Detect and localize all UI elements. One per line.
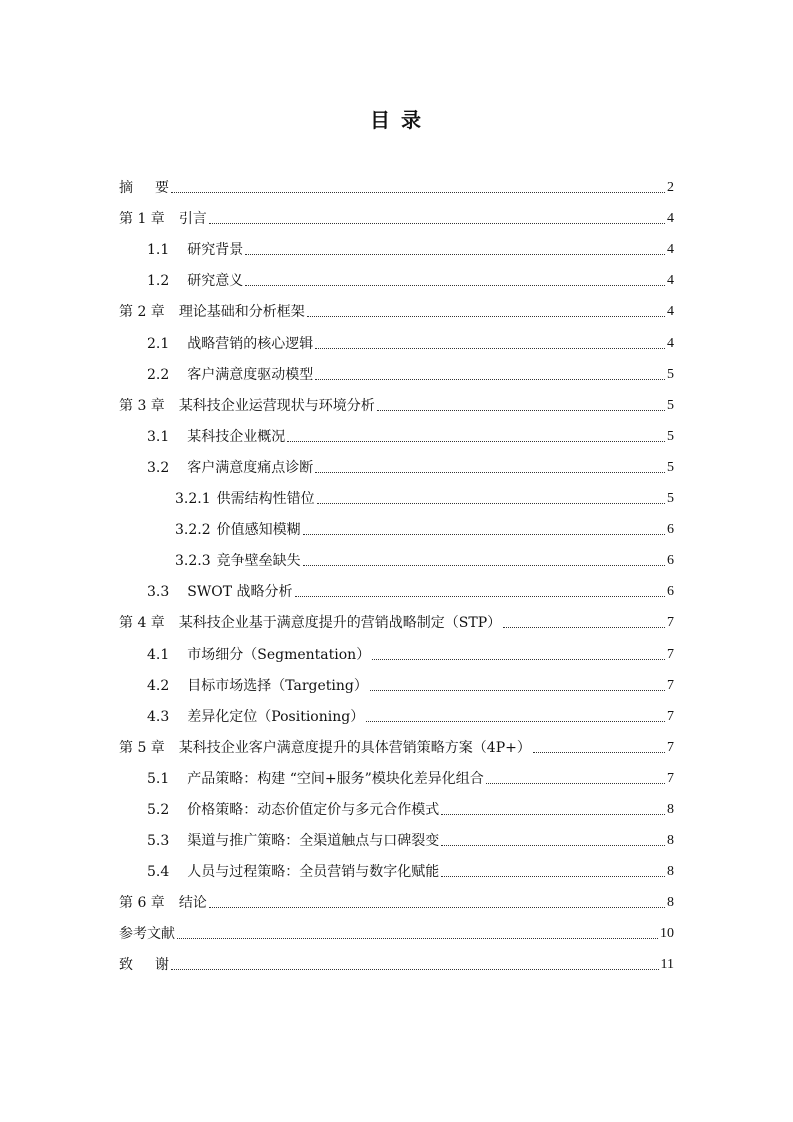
toc-entry-title: 某科技企业运营现状与环境分析 [178, 397, 375, 414]
toc-entry-number: 2.1 [147, 335, 170, 352]
toc-entry-number: 第 3 章 [119, 397, 165, 414]
toc-entry[interactable] [119, 508, 674, 539]
toc-entry-title: 价格策略：动态价值定价与多元合作模式 [187, 801, 440, 818]
toc-entry-number: 3.2.3 [175, 553, 211, 570]
dot-leader [303, 565, 665, 566]
toc-entry-title: 某科技企业基于满意度提升的营销战略制定（STP） [178, 615, 502, 632]
dot-leader [209, 907, 665, 908]
dot-leader [171, 192, 665, 193]
dot-leader [315, 348, 665, 349]
toc-entry[interactable] [119, 321, 674, 352]
toc-entry-title: 目标市场选择（Targeting） [187, 677, 368, 694]
dot-leader [303, 534, 665, 535]
toc-entry[interactable] [119, 228, 674, 259]
toc-entry-title: 差异化定位（Positioning） [187, 708, 365, 725]
toc-entry-title: 研究意义 [187, 273, 244, 290]
dot-leader [377, 410, 665, 411]
toc-entry[interactable] [119, 259, 674, 290]
toc-entry-page: 6 [667, 553, 674, 569]
dot-leader [441, 814, 665, 815]
toc-entry[interactable] [119, 726, 674, 757]
toc-entry-title: 价值感知模糊 [216, 522, 301, 539]
toc-entry[interactable] [119, 912, 674, 943]
dot-leader [441, 845, 665, 846]
toc-entry[interactable] [119, 539, 674, 570]
dot-leader [366, 721, 665, 722]
toc-entry-page: 5 [667, 459, 674, 475]
toc-entry-title: 参考文献 [119, 926, 175, 943]
dot-leader [503, 627, 665, 628]
toc-entry-page: 8 [667, 864, 674, 880]
toc-entry[interactable] [119, 197, 674, 228]
dot-leader [317, 503, 665, 504]
toc-entry[interactable] [119, 601, 674, 632]
toc-entry[interactable] [119, 788, 674, 819]
dot-leader [209, 223, 665, 224]
toc-entry[interactable] [119, 477, 674, 508]
toc-entry-page: 4 [667, 211, 674, 227]
toc-entry-number: 2.2 [147, 366, 170, 383]
toc-entry[interactable] [119, 353, 674, 384]
toc-entry-title: 产品策略：构建 “空间+服务”模块化差异化组合 [187, 770, 484, 787]
toc-entry-page: 4 [667, 242, 674, 258]
toc-entry-page: 4 [667, 335, 674, 351]
dot-leader [315, 472, 665, 473]
toc-entry-page: 7 [667, 646, 674, 662]
toc-entry-page: 8 [667, 833, 674, 849]
toc-entry-number: 3.2.1 [175, 491, 211, 508]
toc-entry-title: 谢 [155, 957, 169, 974]
toc-entry[interactable] [119, 570, 674, 601]
toc-entry-title: 人员与过程策略：全员营销与数字化赋能 [187, 864, 440, 881]
toc-entry[interactable] [119, 757, 674, 788]
toc-entry-number: 摘 [119, 180, 133, 197]
toc-entry-title: SWOT 战略分析 [187, 584, 293, 601]
toc-entry-number: 第 4 章 [119, 615, 165, 632]
toc-entry-title: 客户满意度痛点诊断 [187, 459, 314, 476]
toc-entry-number: 第 1 章 [119, 211, 165, 228]
toc-entry-page: 11 [660, 957, 674, 973]
toc-entry[interactable] [119, 881, 674, 912]
dot-leader [245, 285, 665, 286]
table-of-contents [119, 166, 674, 974]
toc-entry-number: 5.3 [147, 833, 170, 850]
toc-entry[interactable] [119, 850, 674, 881]
toc-entry-title: 供需结构性错位 [216, 491, 315, 508]
dot-leader [307, 316, 665, 317]
toc-entry-number: 5.2 [147, 801, 170, 818]
toc-entry-title: 渠道与推广策略：全渠道触点与口碑裂变 [187, 833, 440, 850]
dot-leader [171, 969, 659, 970]
dot-leader [245, 254, 665, 255]
toc-entry-title: 研究背景 [187, 242, 244, 259]
toc-entry[interactable] [119, 384, 674, 415]
toc-entry-page: 10 [660, 926, 674, 942]
toc-entry-page: 7 [667, 770, 674, 786]
toc-entry-title: 竞争壁垒缺失 [216, 553, 301, 570]
toc-entry-page: 7 [667, 739, 674, 755]
toc-entry[interactable] [119, 632, 674, 663]
toc-entry-number: 第 5 章 [119, 739, 165, 756]
toc-entry-title: 要 [155, 180, 169, 197]
toc-entry-page: 5 [667, 428, 674, 444]
toc-entry-title: 理论基础和分析框架 [178, 304, 305, 321]
toc-entry[interactable] [119, 415, 674, 446]
toc-entry[interactable] [119, 290, 674, 321]
dot-leader [315, 379, 665, 380]
toc-entry-page: 6 [667, 584, 674, 600]
toc-entry-page: 5 [667, 366, 674, 382]
toc-entry-number: 3.1 [147, 428, 170, 445]
toc-entry-number: 第 6 章 [119, 895, 165, 912]
toc-entry-page: 4 [667, 304, 674, 320]
dot-leader [372, 659, 665, 660]
dot-leader [177, 938, 658, 939]
toc-entry-number: 1.1 [147, 242, 170, 259]
toc-entry-number: 3.3 [147, 584, 170, 601]
toc-entry[interactable] [119, 664, 674, 695]
toc-entry-number: 1.2 [147, 273, 170, 290]
toc-entry-page: 6 [667, 522, 674, 538]
toc-entry-number: 4.2 [147, 677, 170, 694]
toc-entry-title: 结论 [178, 895, 207, 912]
toc-entry-number: 5.1 [147, 770, 170, 787]
toc-entry-page: 7 [667, 708, 674, 724]
toc-entry-page: 2 [667, 180, 674, 196]
toc-entry-title: 引言 [178, 211, 207, 228]
dot-leader [533, 752, 665, 753]
toc-entry[interactable] [119, 819, 674, 850]
toc-entry-number: 3.2 [147, 459, 170, 476]
toc-entry[interactable] [119, 166, 674, 197]
toc-entry-page: 7 [667, 615, 674, 631]
toc-entry-title: 市场细分（Segmentation） [187, 646, 371, 663]
dot-leader [295, 596, 665, 597]
toc-entry-page: 8 [667, 801, 674, 817]
toc-entry-page: 8 [667, 895, 674, 911]
toc-entry-title: 某科技企业客户满意度提升的具体营销策略方案（4P+） [178, 739, 531, 756]
toc-entry-number: 4.3 [147, 708, 170, 725]
dot-leader [287, 441, 665, 442]
toc-entry-number: 3.2.2 [175, 522, 211, 539]
dot-leader [441, 876, 665, 877]
toc-entry-title: 某科技企业概况 [187, 428, 286, 445]
toc-entry-page: 7 [667, 677, 674, 693]
toc-entry-page: 5 [667, 397, 674, 413]
toc-entry[interactable] [119, 943, 674, 974]
dot-leader [486, 783, 665, 784]
page-title: 目 录 [370, 108, 423, 132]
toc-entry[interactable] [119, 695, 674, 726]
toc-entry-number: 致 [119, 957, 133, 974]
toc-entry-number: 5.4 [147, 864, 170, 881]
toc-entry-number: 第 2 章 [119, 304, 165, 321]
toc-entry-page: 4 [667, 273, 674, 289]
toc-entry-page: 5 [667, 491, 674, 507]
toc-entry-title: 客户满意度驱动模型 [187, 366, 314, 383]
toc-entry-number: 4.1 [147, 646, 170, 663]
toc-entry[interactable] [119, 446, 674, 477]
dot-leader [370, 690, 665, 691]
toc-entry-title: 战略营销的核心逻辑 [187, 335, 314, 352]
